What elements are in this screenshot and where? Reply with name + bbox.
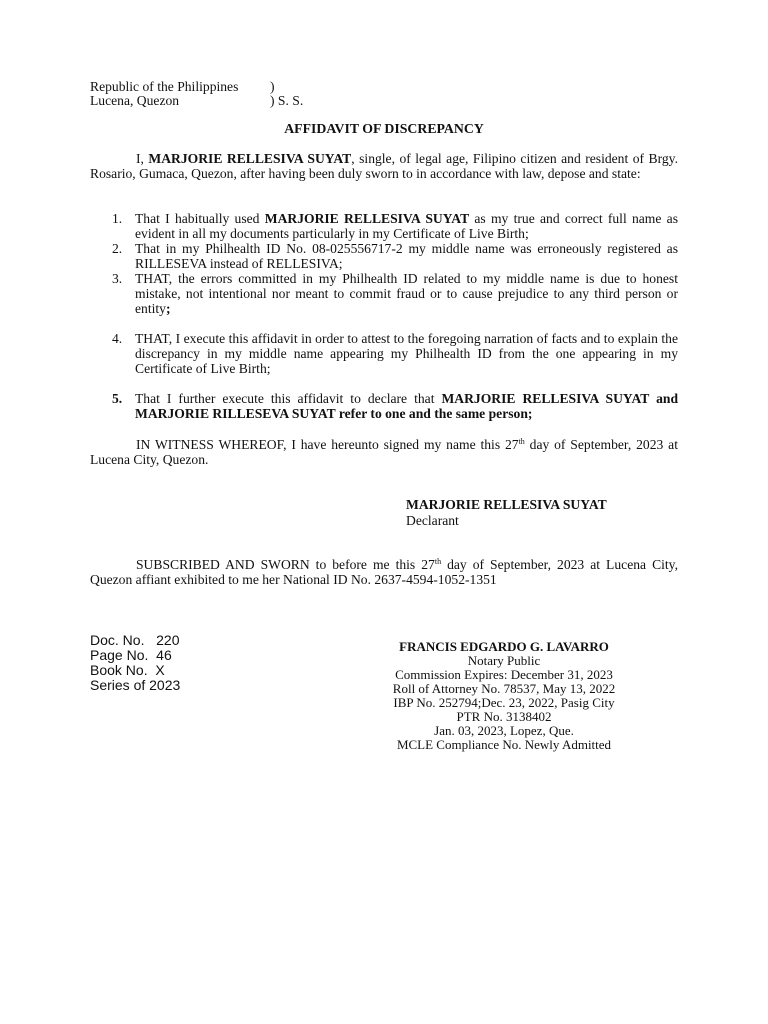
list-item: 5. That I further execute this affidavit to declare that MARJORIE RELLESIVA SUYAT and MARJORIE RILLESEVA SUYAT refer to one and the same person;: [112, 391, 678, 421]
doc-number: Doc. No. 220: [90, 632, 180, 648]
series-year: Series of 2023: [90, 677, 181, 693]
declarant-role: Declarant: [406, 513, 459, 528]
declarant-name: MARJORIE RELLESIVA SUYAT: [406, 497, 607, 512]
list-item: 4. THAT, I execute this affidavit in order to attest to the foregoing narration of facts and to explain the discrepancy in my middle name appearing my Philhealth ID from the one appearing in my Certificate of Live Birth;: [112, 331, 678, 376]
notary-block: [366, 640, 642, 752]
list-item: 3. THAT, the errors committed in my Philhealth ID related to my middle name is due to honest mistake, not intentional nor meant to commit fraud or to cause prejudice to any third person or entity;: [112, 271, 678, 316]
item-number: 2.: [112, 241, 123, 256]
item-number: 1.: [112, 211, 123, 226]
intro-text: , single, of legal age, Filipino citizen and resident of Brgy. Rosario, Gumaca, Quezon, after having been duly sworn to in accordance with law, depose and state:: [90, 151, 678, 181]
affiant-name: MARJORIE RELLESIVA SUYAT: [264, 211, 470, 226]
page-number: Page No. 46: [90, 647, 172, 663]
notary-ptr: PTR No. 3138402: [456, 709, 552, 724]
declarant-signature-block: [406, 497, 607, 528]
intro-paragraph: [90, 151, 678, 181]
jurat-paragraph: SUBSCRIBED AND SWORN to before me this 27th day of September, 2023 at Lucena City, Quezon affiant exhibited to me her National ID No. 2637-4594-1052-1351: [90, 557, 678, 587]
item-number: 3.: [112, 271, 123, 286]
affiant-name: MARJORIE RELLESIVA SUYAT: [148, 151, 352, 166]
document-title: AFFIDAVIT OF DISCREPANCY: [284, 121, 484, 136]
venue-line-2: [90, 93, 330, 107]
venue-country: Republic of the Philippines: [90, 79, 239, 94]
witness-paragraph: IN WITNESS WHEREOF, I have hereunto signed my name this 27th day of September, 2023 at Lucena City, Quezon.: [90, 437, 678, 467]
notary-roll: Roll of Attorney No. 78537, May 13, 2022: [392, 681, 616, 696]
notary-title: Notary Public: [467, 653, 541, 668]
statements-list: [90, 211, 678, 421]
list-item: 1. That I habitually used MARJORIE RELLESIVA SUYAT as my true and correct full name as evident in all my documents particularly in my Certificate of Live Birth;: [112, 211, 678, 241]
same-person-declaration: MARJORIE RELLESIVA SUYAT and MARJORIE RILLESEVA SUYAT refer to one and the same person;: [135, 391, 678, 421]
notary-mcle: MCLE Compliance No. Newly Admitted: [396, 737, 612, 752]
notary-name: FRANCIS EDGARDO G. LAVARRO: [399, 639, 609, 654]
notarial-register-info: [90, 633, 180, 693]
book-number: Book No. X: [90, 662, 165, 678]
item-number: 4.: [112, 331, 123, 346]
venue-city: Lucena, Quezon: [90, 93, 180, 108]
venue-paren-1: ): [270, 79, 275, 94]
notary-ibp: IBP No. 252794;Dec. 23, 2022, Pasig City: [393, 695, 615, 710]
list-item: 2. That in my Philhealth ID No. 08-025556717-2 my middle name was erroneously registered as RILLESEVA instead of RELLESIVA;: [112, 241, 678, 271]
notary-commission: Commission Expires: December 31, 2023: [395, 667, 613, 682]
item-number: 5.: [112, 391, 123, 406]
notary-ptr-date: Jan. 03, 2023, Lopez, Que.: [434, 723, 574, 738]
venue-ss: ) S. S.: [270, 93, 304, 108]
venue-block: [90, 79, 330, 107]
venue-line-1: [90, 79, 330, 93]
intro-prefix: I,: [136, 151, 149, 166]
